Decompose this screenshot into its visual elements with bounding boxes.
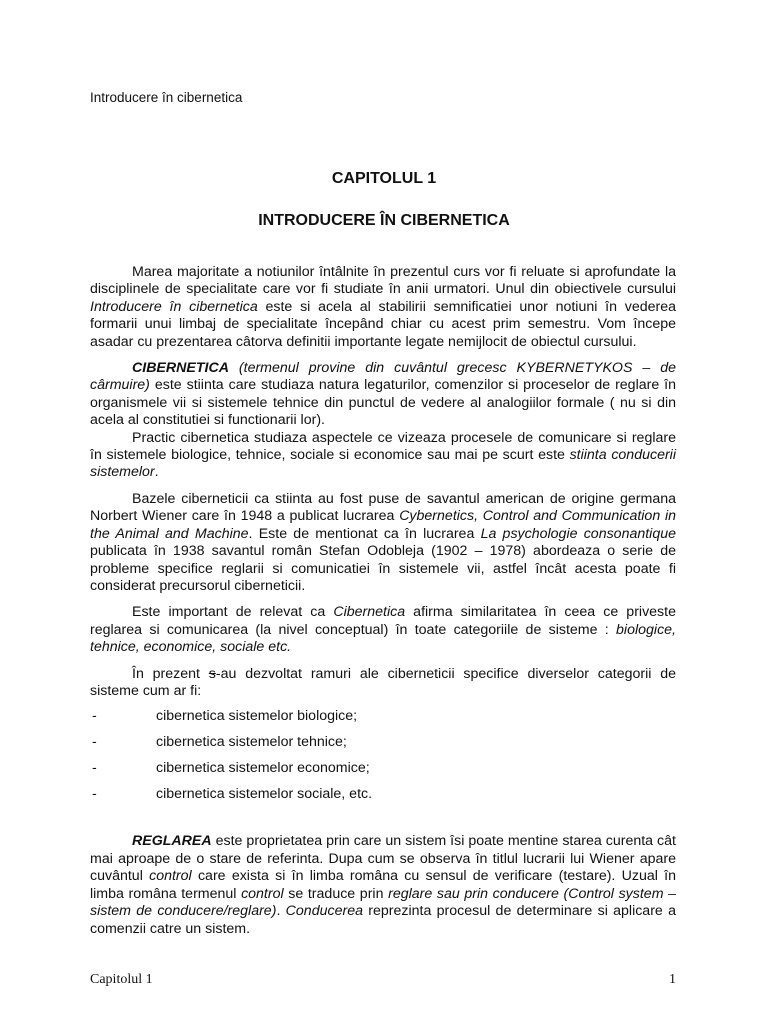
book-title-odobleja: La psychologie consonantique — [480, 525, 677, 542]
text-run: Este important de relevat ca — [132, 604, 334, 621]
text-run: afirma similaritatea în ceea ce priveste reglarea si comunicarea (la nivel conceptual) în toate categoriile de sisteme : — [90, 604, 676, 638]
text-run: Marea majoritate a notiunilor întâlnite în prezentul curs vor fi reluate si aprofundate la disciplinele de specialitate care vor fi studiate în anii urmatori. Unul din obiectivele cursului — [90, 264, 676, 298]
text-run: Bazele ciberneticii ca stiinta au fost puse de savantul american de origine germana Norbert Wiener care în 1948 a publicat lucrarea — [90, 490, 676, 525]
chapter-number: CAPITOLUL 1 — [331, 170, 437, 187]
course-title-italic: Introducere în cibernetica — [90, 298, 258, 315]
text-run: este proprietatea prin care un sistem îsi poate mentine starea curenta cât mai aproape de o stare de referinta. Dupa cum se observa în titlul lucrarii lui Wiener apare cuvântul — [90, 833, 676, 885]
list-dash: - — [92, 786, 97, 803]
emphasis: reglare sau prin conducere (Control system – sistem de conducere/reglare) — [90, 885, 677, 920]
list-dash: - — [92, 708, 97, 725]
emphasis: control — [241, 885, 284, 902]
term-conducerea: Conducerea — [285, 903, 363, 920]
list-dash: - — [92, 760, 97, 777]
text-run: care exista si în limba româna cu sensul de verificare (testare). Uzual în limba româna termenul — [90, 868, 676, 902]
paragraph-history — [90, 491, 676, 595]
book-title-wiener: Cybernetics, Control and Communication in the Animal and Machine — [90, 508, 676, 542]
running-header: Introducere în cibernetica — [90, 90, 243, 105]
text-run: -au dezvoltat ramuri ale ciberneticii specifice diverselor categorii de sisteme cum ar fi: — [90, 665, 676, 699]
paragraph-reglarea — [90, 833, 676, 937]
struck-letter: s — [208, 665, 216, 682]
text-run: . — [154, 464, 159, 481]
body-text — [90, 264, 676, 938]
emphasis: stiinta conducerii sistemelor — [90, 447, 676, 481]
etymology: (termenul provine din cuvântul grecesc KYBERNETYKOS – de cârmuire) — [90, 360, 676, 394]
term-cibernetica: CIBERNETICA — [132, 360, 229, 377]
chapter-title: INTRODUCERE ÎN CIBERNETICA — [258, 212, 510, 229]
paragraph-definition-cibernetica — [90, 360, 676, 430]
paragraph-practice — [90, 430, 676, 482]
list-item-text: cibernetica sistemelor economice; — [156, 760, 370, 777]
text-run: În prezent — [132, 665, 209, 682]
list-item — [90, 786, 676, 803]
list-dash: - — [92, 734, 97, 751]
text-run: reprezinta procesul de determinare si aplicare a comenzii catre un sistem. — [90, 903, 676, 937]
text-run: . Este de mentionat ca în lucrarea — [248, 525, 481, 542]
paragraph-similarity — [90, 604, 676, 656]
text-run: este si acela al stabilirii semnificatiei unor notiuni în vederea formarii unui limbaj de specialitate începând chiar cu acest prim semestru. Vom începe asadar cu prezentarea câtorva definitii importante legate nemijlocit de obiectul cursului. — [90, 298, 676, 350]
list-item — [90, 708, 676, 725]
paragraph-intro — [90, 264, 676, 351]
list-item-text: cibernetica sistemelor biologice; — [156, 708, 358, 725]
term-reglarea: REGLAREA — [132, 833, 212, 850]
list-item-text: cibernetica sistemelor sociale, etc. — [156, 786, 373, 803]
branches-list — [90, 708, 676, 803]
emphasis: biologice, tehnice, economice, sociale etc. — [90, 621, 676, 656]
emphasis: control — [149, 868, 192, 885]
text-run: . — [276, 903, 286, 920]
text-run: Practic cibernetica studiaza aspectele ce vizeaza procesele de comunicare si reglare în sistemele biologice, tehnice, sociale si economice sau mai pe scurt este — [90, 429, 676, 464]
page-number: 1 — [669, 972, 676, 987]
list-item — [90, 734, 676, 751]
text-run: se traduce prin — [283, 885, 389, 902]
list-item-text: cibernetica sistemelor tehnice; — [156, 734, 347, 751]
list-item — [90, 760, 676, 777]
paragraph-branches — [90, 666, 676, 701]
text-run: publicata în 1938 savantul român Stefan Odobleja (1902 – 1978) abordeaza o serie de probleme specifice reglarii si comunicatiei în sistemele vii, astfel încât acesta poate fi considerat precursorul ciberneticii. — [90, 543, 676, 594]
emphasis: Cibernetica — [333, 604, 406, 621]
text-run: este stiinta care studiaza natura legaturilor, comenzilor si proceselor de reglare în organismele vii si sistemele tehnice din punctul de vedere al analogiilor formale ( nu si din acela al constitutiei si functionarii lor). — [90, 377, 676, 429]
footer-chapter: Capitolul 1 — [90, 972, 153, 987]
